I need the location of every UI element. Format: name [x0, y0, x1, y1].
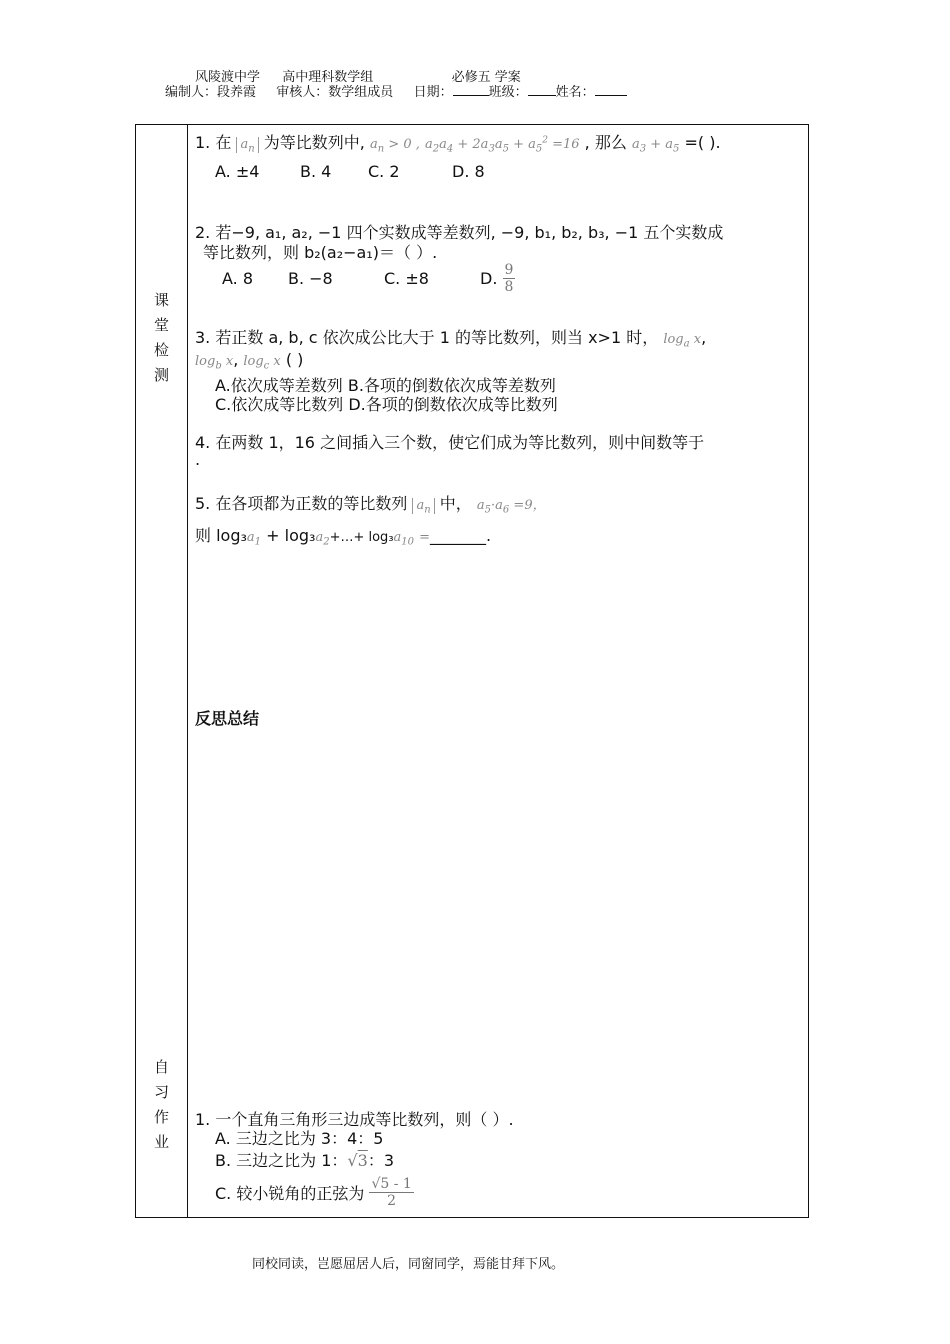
- q5-a2: $a_2$: [315, 530, 330, 548]
- q5-log-2: + log₃: [266, 526, 316, 545]
- q5-answer-blank[interactable]: _______.: [430, 526, 492, 545]
- label-char: 作: [153, 1108, 169, 1126]
- column-divider: [187, 125, 188, 1217]
- header-line-2: [165, 81, 627, 100]
- q3-answer-paren: ( ): [285, 350, 304, 369]
- q2-option-b: B. −8: [288, 269, 333, 288]
- course-name: 必修五 学案: [451, 70, 521, 85]
- question-2-line-2: 等比数列，则 b₂(a₂−a₁)＝（ ）.: [203, 243, 438, 262]
- class-label: 班级：: [488, 85, 528, 100]
- school-name: 风陵渡中学: [195, 70, 261, 85]
- q3-log-a: $\log_a x$: [663, 332, 702, 350]
- q5-a1: $a_1$: [246, 530, 262, 548]
- q2-option-a: A. 8: [222, 269, 254, 288]
- hw1-option-a: A. 三边之比为 3：4：5: [215, 1129, 384, 1148]
- q3-options-cd: C.依次成等比数列 D.各项的倒数依次成等比数列: [215, 395, 558, 414]
- name-blank: [595, 83, 627, 96]
- q3-log-b: $\log_b x$: [195, 354, 234, 372]
- hw1-option-c-text: C. 较小锐角的正弦为: [215, 1184, 365, 1203]
- q1-ask: =( ).: [684, 133, 721, 152]
- q5-equals: =: [419, 530, 431, 545]
- hw1-sqrt3: √3: [347, 1151, 368, 1170]
- q1-condition: $a_n > 0$ ,: [369, 137, 420, 155]
- question-3-line-1: 3. 若正数 a, b, c 依次成公比大于 1 的等比数列，则当 x>1 时， $\log_a x$,: [195, 328, 707, 350]
- q1-tail: , 那么: [584, 133, 627, 152]
- q5-text: 5. 在各项都为正数的等比数列: [195, 494, 408, 513]
- footer-motto: 同校同读，岂愿屈居人后，同窗同学，焉能甘拜下风。: [252, 1257, 565, 1272]
- q5-sequence-symbol: $a_n$: [412, 498, 434, 514]
- label-char: 检: [153, 341, 169, 359]
- question-1: [195, 130, 721, 155]
- q1-options: [215, 162, 485, 181]
- label-char: 业: [153, 1133, 169, 1151]
- hw1-option-c-fraction: $\frac{√5 - 1}{2}$: [371, 1176, 412, 1209]
- q3-options-ab: A.依次成等差数列 B.各项的倒数依次成等差数列: [215, 376, 556, 395]
- q1-prefix: 1. 在: [195, 133, 232, 152]
- editor-label: 编制人：段养霞: [165, 85, 257, 100]
- q1-target: $a_3 + a_5$: [631, 137, 680, 155]
- question-5-line-1: [195, 491, 546, 516]
- date-blank: [453, 83, 489, 96]
- hw1-option-b-text: B. 三边之比为 1：: [215, 1151, 348, 1170]
- q1-option-c: C. 2: [368, 162, 400, 181]
- q5-log-1: 则 log₃: [195, 526, 247, 545]
- q3-text: 3. 若正数 a, b, c 依次成公比大于 1 的等比数列，则当 x>1 时，: [195, 328, 659, 347]
- q1-option-a: A. ±4: [215, 162, 260, 181]
- hw1-option-b: [215, 1148, 394, 1171]
- label-char: 自: [153, 1058, 169, 1076]
- q1-option-d: D. 8: [452, 162, 485, 181]
- question-4-line-2: .: [195, 450, 201, 469]
- q2-option-c: C. ±8: [384, 269, 429, 288]
- section-label-classroom-check: [136, 288, 187, 388]
- q1-equation: $a_2a_4 + 2a_3a_5 + a_5^2 =16$: [424, 135, 580, 155]
- group-name: 高中理科数学组: [282, 70, 374, 85]
- hw1-option-b-suffix: ：3: [367, 1151, 394, 1170]
- q2-option-d: D.: [480, 269, 498, 288]
- question-5-line-2: [195, 523, 491, 548]
- homework-1-line-1: 1. 一个直角三角形三边成等比数列，则（ ）.: [195, 1110, 514, 1129]
- section-label-homework: [136, 1055, 187, 1155]
- question-2-line-1: 2. 若−9, a₁, a₂, −1 四个实数成等差数列, −9, b₁, b₂, b₃, −1 五个实数成: [195, 223, 724, 242]
- reflection-heading: 反思总结: [195, 709, 260, 728]
- q1-option-b: B. 4: [300, 162, 332, 181]
- date-label: 日期：: [413, 85, 453, 100]
- q5-log-10: +…+ log₃: [329, 530, 394, 545]
- class-blank: [528, 83, 556, 96]
- question-3-line-2: $\log_b x$, $\log_c x$ ( ): [195, 350, 304, 372]
- q2-options: [222, 262, 515, 295]
- label-char: 习: [153, 1083, 169, 1101]
- reviewer-label: 审核人：数学组成员: [276, 85, 394, 100]
- q5-mid: 中，: [439, 494, 472, 513]
- label-char: 堂: [153, 316, 169, 334]
- question-4-line-1: 4. 在两数 1，16 之间插入三个数，使它们成为等比数列，则中间数等于: [195, 433, 705, 452]
- label-char: 课: [153, 291, 169, 309]
- name-label: 姓名：: [555, 85, 595, 100]
- q1-sequence-symbol: $a_n$: [236, 137, 258, 153]
- q1-text: 为等比数列中,: [263, 133, 365, 152]
- q3-log-c: $\log_c x$: [243, 354, 281, 372]
- q2-option-d-fraction: $\frac{9}{8}$: [504, 262, 514, 295]
- label-char: 测: [153, 366, 169, 384]
- q5-condition: $a_5\cdot a_6 =9$，: [476, 498, 546, 516]
- q5-a10: $a_{10}$: [393, 530, 415, 548]
- hw1-option-c: [215, 1176, 414, 1209]
